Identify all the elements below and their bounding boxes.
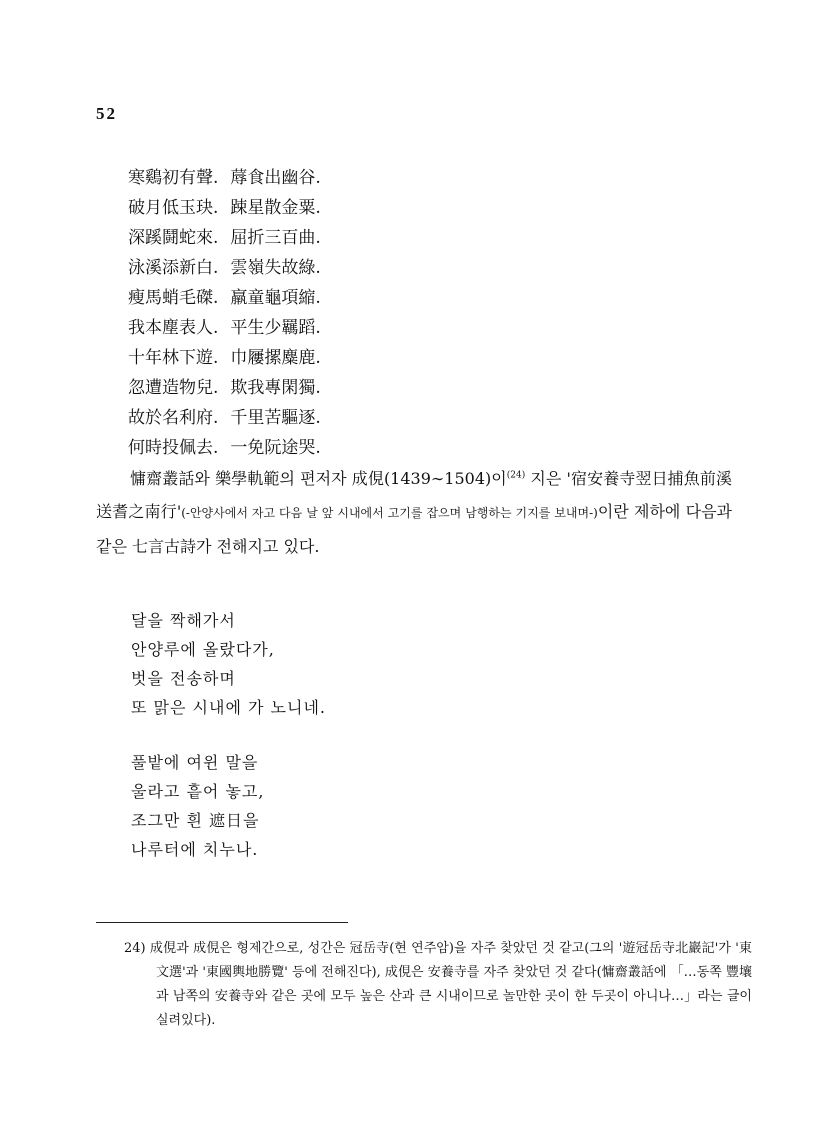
poem-line [128, 223, 321, 253]
translation-line: 벗을 전송하며 [131, 669, 236, 688]
poem-line [128, 373, 321, 403]
title-gloss: (-안양사에서 자고 다음 날 앞 시내에서 고기를 잡으며 남행하는 기지를 보내며-) [181, 506, 598, 520]
translation-line: 풀밭에 여윈 말을 [131, 753, 259, 772]
footnote-divider [96, 922, 348, 923]
poem-half-line: 踈星散金粟. [230, 198, 321, 218]
classical-chinese-poem [128, 163, 321, 463]
poem-line [128, 253, 321, 283]
poem-line [128, 193, 321, 223]
poem-half-line: 屈折三百曲. [230, 228, 321, 248]
poem-line [128, 433, 321, 463]
footnote-reference[interactable]: (24) [506, 470, 526, 481]
poem-half-line: 千里苦驅逐. [230, 408, 321, 428]
poem-half-line: 泳溪添新白. [128, 258, 219, 278]
poem-half-line: 十年林下遊. [128, 348, 219, 368]
stanza [131, 606, 326, 722]
prose-text: 慵齋叢話와 樂學軌範의 편저자 成俔(1439∼1504)이 [130, 469, 507, 488]
poem-half-line: 欺我專閑獨. [230, 378, 321, 398]
translation-line: 나루터에 치누나. [131, 840, 259, 859]
poem-half-line: 雲嶺失故綠. [230, 258, 321, 278]
page-number: 52 [96, 104, 117, 123]
poem-half-line: 平生少羈蹈. [230, 318, 321, 338]
poem-half-line: 瘦馬蛸毛磔. [128, 288, 219, 308]
stanza [131, 748, 326, 864]
poem-half-line: 我本塵表人. [128, 318, 219, 338]
translation-line: 울라고 흩어 놓고, [131, 782, 265, 801]
poem-half-line: 深蹊鬪蛇來. [128, 228, 219, 248]
poem-half-line: 羸童龜項縮. [230, 288, 321, 308]
translation-line: 또 맑은 시내에 가 노니네. [131, 698, 326, 717]
poem-half-line: 故於名利府. [128, 408, 219, 428]
translation-line: 안양루에 올랐다가, [131, 640, 275, 659]
poem-half-line: 何時投佩去. [128, 438, 219, 458]
poem-line [128, 403, 321, 433]
footnote-24: 24) 成俔과 成俔은 형제간으로, 성간은 冠岳寺(현 연주암)을 자주 찾았던 것 같고(그의 '遊冠岳寺北巖記'가 '東文選'과 '東國輿地勝覽' 등에 전해진다), 成俔은 安養寺를 자주 찾았던 것 같다(慵齋叢話에 「…동쪽 豐壤과 남쪽의 安養寺와 같은 곳에 모두 높은 산과 큰 시내이므로 놀만한 곳이 한 두곳이 아니나…」라는 글이 실려있다). [124, 941, 752, 1028]
poem-line [128, 313, 321, 343]
prose-text: 지은 '宿安養寺翌日捕魚前溪送耆之南行' [96, 469, 732, 521]
poem-half-line: 破月低玉玦. [128, 198, 219, 218]
poem-half-line: 巾屨摞麋鹿. [230, 348, 321, 368]
poem-line [128, 163, 321, 193]
poem-half-line: 一免阮途哭. [230, 438, 321, 458]
poem-half-line: 寒鷄初有聲. [128, 168, 219, 188]
poem-half-line: 蓐食出幽谷. [230, 168, 321, 188]
poem-line [128, 283, 321, 313]
korean-translation [131, 606, 326, 890]
translation-line: 조그만 흰 遮日을 [131, 811, 260, 830]
body-paragraph [96, 462, 732, 563]
poem-half-line: 忽遭造物兒. [128, 378, 219, 398]
translation-line: 달을 짝해가서 [131, 611, 236, 630]
poem-line [128, 343, 321, 373]
prose-text: 이란 제하에 다음과 같은 七言古詩가 전해지고 있다. [96, 502, 732, 556]
